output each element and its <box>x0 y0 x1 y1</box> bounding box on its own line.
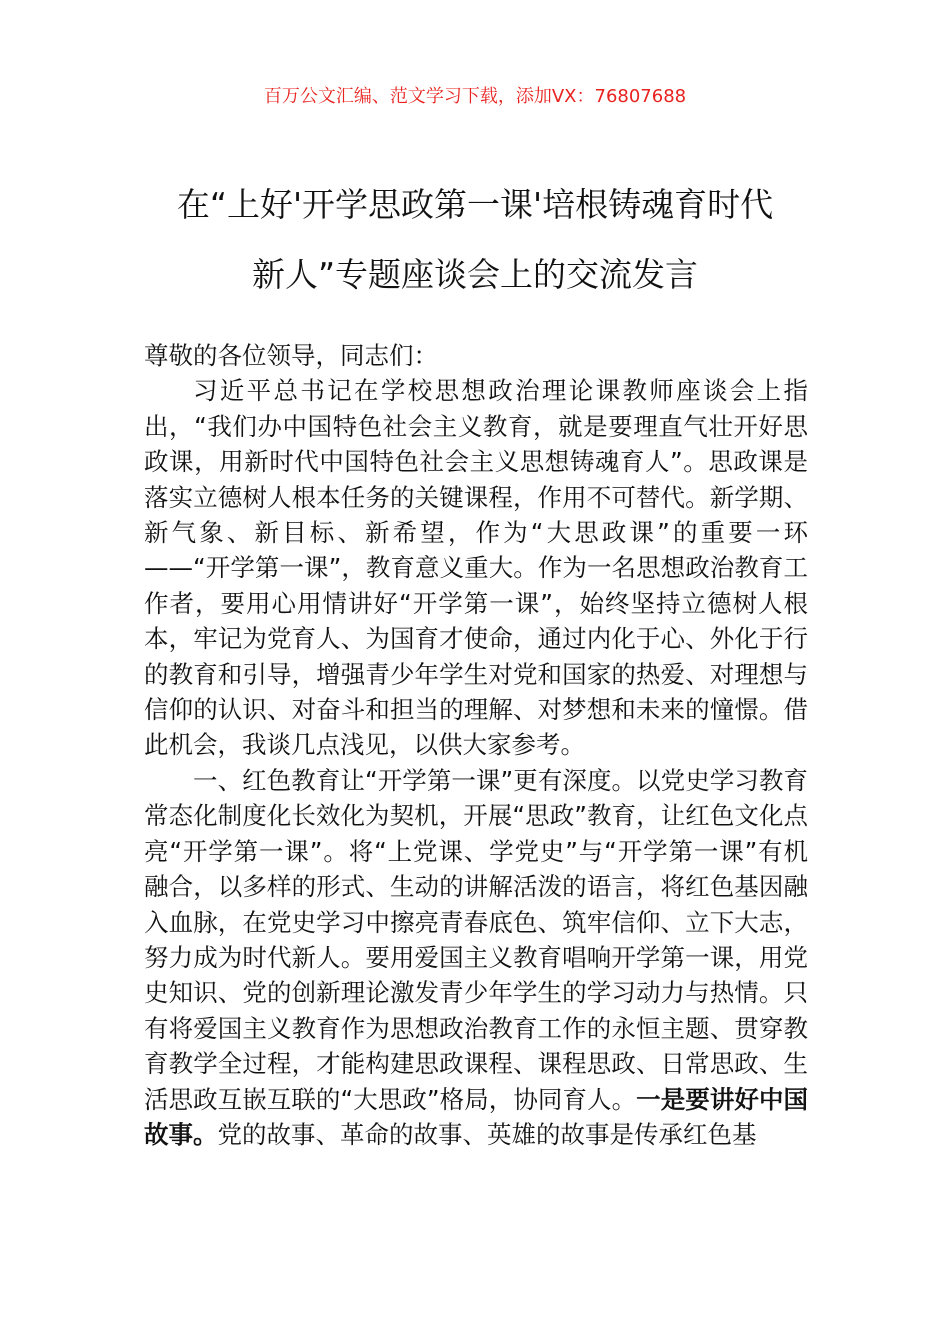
paragraph-section-one-main: 一、红色教育让“开学第一课”更有深度。以党史学习教育常态化制度化长效化为契机，开展“思政”教育，让红色文化点亮“开学第一课”。将“上党课、学党史”与“开学第一课”有机融合，以多样的形式、生动的讲解活泼的语言，将红色基因融入血脉，在党史学习中擦亮青春底色、筑牢信仰、立下大志，努力成为时代新人。要用爱国主义教育唱响开学第一课，用党史知识、党的创新理论激发青少年学生的学习动力与热情。只有将爱国主义教育作为思想政治教育工作的永恒主题、贯穿教育教学全过程，才能构建思政课程、课程思政、日常思政、生活思政互嵌互联的“大思政”格局，协同育人。 <box>144 765 808 1114</box>
paragraph-section-one <box>144 763 808 1152</box>
salutation: 尊敬的各位领导，同志们： <box>144 341 438 370</box>
paragraph-section-one-tail: 党的故事、革命的故事、英雄的故事是传承红色基 <box>217 1119 757 1149</box>
header-promo-note: 百万公文汇编、范文学习下载，添加VX：76807688 <box>263 86 687 107</box>
paragraph-intro: 习近平总书记在学校思想政治理论课教师座谈会上指出，“我们办中国特色社会主义教育，就是要理直气壮开好思政课，用新时代中国特色社会主义思想铸魂育人”。思政课是落实立德树人根本任务的关键课程，作用不可替代。新学期、新气象、新目标、新希望，作为“大思政课”的重要一环——“开学第一课”，教育意义重大。作为一名思想政治教育工作者，要用心用情讲好“开学第一课”，始终坚持立德树人根本，牢记为党育人、为国育才使命，通过内化于心、外化于行的教育和引导，增强青少年学生对党和国家的热爱、对理想与信仰的认识、对奋斗和担当的理解、对梦想和未来的憧憬。借此机会，我谈几点浅见，以供大家参考。 <box>144 376 808 760</box>
title-line-1: 在“上好'开学思政第一课'培根铸魂育时代 <box>176 185 774 224</box>
title-line-2: 新人”专题座谈会上的交流发言 <box>251 255 699 294</box>
document-title <box>120 170 830 310</box>
document-body <box>144 338 808 1152</box>
paragraph-section-one-bold-point: 一是要讲好中国故事。 <box>144 1084 808 1149</box>
